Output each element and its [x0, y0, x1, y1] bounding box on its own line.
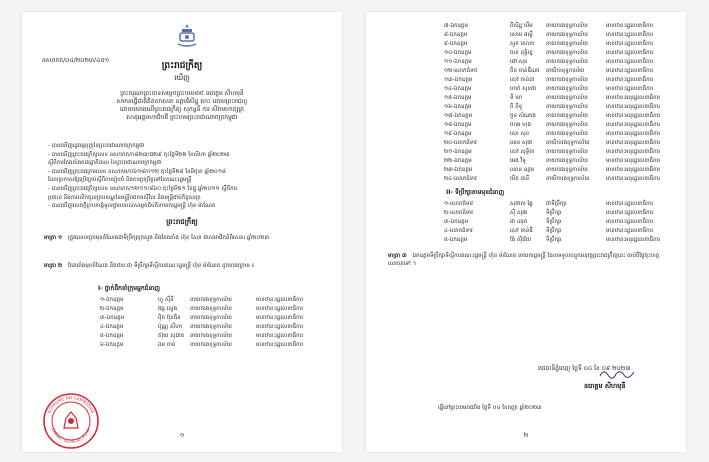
- item-position: នាយិការងខុទ្ទកាល័យ: [546, 140, 590, 146]
- item-position: ទីប្រឹក្សា: [546, 210, 562, 216]
- item-rank: មានឋានៈអនុរដ្ឋលេខាធិការ: [606, 95, 661, 101]
- list-item: [100, 341, 326, 350]
- item-rank: មានឋានៈរដ្ឋលេខាធិការ: [606, 228, 654, 234]
- item-name: ហេង ហុង: [510, 122, 531, 128]
- item-title: ៦-ឯកឧត្តម: [100, 342, 124, 348]
- list-item: [444, 85, 686, 94]
- item-rank: មានឋានៈរដ្ឋលេខាធិការ: [606, 32, 654, 38]
- item-rank: មានឋានៈរដ្ឋលេខាធិការ: [256, 342, 304, 348]
- item-name: ង៉ែ ស៊ីជ័យ: [510, 237, 531, 243]
- item-rank: មានឋានៈរដ្ឋលេខាធិការ: [606, 59, 654, 65]
- article-label: មាត្រា ១: [44, 235, 63, 241]
- item-rank: មានឋានៈអនុរដ្ឋលេខាធិការ: [606, 167, 661, 173]
- footer-note: ធ្វើនៅព្រះបរមរាជវាំង ថ្ងៃទី ០៤ ខែកញ្ញា ឆ្នាំ២០២៣: [438, 405, 542, 411]
- item-rank: មានឋានៈរដ្ឋលេខាធិការ: [606, 41, 654, 47]
- list-item: [444, 121, 686, 130]
- item-name: ឈន សុផា: [510, 140, 533, 146]
- item-name: ទី ឃា: [510, 95, 523, 101]
- item-position: នាយករងខុទ្ទកាល័យ: [190, 315, 232, 321]
- list-item: [444, 67, 686, 76]
- item-title: ១-លោកជំទាវ: [444, 201, 473, 207]
- item-position: នាយករងខុទ្ទកាល័យ: [546, 59, 588, 65]
- item-name: ហាក់ សុខជា: [510, 86, 537, 92]
- page-number: ១: [179, 432, 185, 439]
- item-position: នាយិកាខុទ្ទកាល័យ: [546, 68, 585, 74]
- item-title: ១៤-ឯកឧត្តម: [444, 86, 472, 92]
- article-text: ត្រូវបានបញ្ចប់មុខតំណែងជាទីប្រឹក្សាក្រសួង និងតែងតាំង ហ៊ុន សែន ជាសមាជិកដ៏ពិសេស ឆ្នាំ២០២៣: [67, 235, 270, 241]
- item-rank: មានឋានៈរដ្ឋលេខាធិការ: [256, 297, 304, 303]
- article-text: តែងតាំងមុខតំណែង និងឋានៈជា ទីប្រឹក្សាទីស្តីការគណៈរដ្ឋមន្ត្រី ហ៊ុន ម៉ាណែត ដូចខាងក្រោម ៖: [67, 263, 254, 269]
- item-title: ១៣-ឯកឧត្តម: [444, 77, 473, 83]
- item-name: សួត សោភា: [510, 41, 535, 47]
- item-rank: មានឋានៈរដ្ឋលេខាធិការ: [606, 50, 654, 56]
- item-rank: មានឋានៈរដ្ឋលេខាធិការ: [606, 219, 654, 225]
- item-title: ៩-ឯកឧត្តម: [444, 41, 468, 47]
- item-name: សៅ សុទ្ធិតា: [510, 149, 535, 155]
- list-item: [444, 58, 686, 67]
- item-name: ប៉ិច ប៊ុនធិន: [158, 315, 181, 321]
- item-rank: មានឋានៈអនុរដ្ឋលេខាធិការ: [606, 149, 661, 155]
- page-number: ២: [523, 432, 529, 439]
- article-label: មាត្រា ២: [44, 263, 63, 269]
- reference-number: នស/រកត/០៤/២០២៣/៤០១: [42, 57, 110, 64]
- item-title: ២៤-លោកជំទាវ: [444, 176, 477, 182]
- item-name: យិត បានី: [510, 176, 530, 182]
- item-title: ៣-ឯកឧត្តម: [444, 219, 469, 225]
- item-title: ២-ឯកឧត្តម: [100, 306, 124, 312]
- item-position: ទីប្រឹក្សា: [546, 237, 562, 243]
- item-position: នាយករងខុទ្ទកាល័យ: [546, 77, 588, 83]
- list-item: [444, 218, 686, 227]
- item-name: ស៊ឺ សុផា: [510, 210, 528, 216]
- item-name: វង្ស ស្វេង: [158, 306, 178, 312]
- item-position: នាយករងខុទ្ទកាល័យ: [190, 324, 232, 330]
- item-title: ៤-ឯកឧត្តម: [100, 324, 124, 330]
- preamble-line: - បានឃើញរដ្ឋធម្មនុញ្ញនៃព្រះរាជាណាចក្រកម្ពុជា: [48, 143, 145, 149]
- item-position: នាយិការងខុទ្ទកាល័យ: [546, 176, 590, 182]
- item-rank: មានឋានៈរដ្ឋលេខាធិការ: [606, 77, 654, 83]
- list-item: [444, 200, 686, 209]
- item-title: ២០-លោកជំទាវ: [444, 140, 477, 146]
- signing-date: រាជធានីភ្នំពេញ ថ្ងៃទី ០៤ ខែ ០៩ ២០២៣: [538, 365, 631, 372]
- list-item: [444, 49, 686, 58]
- item-name: សៅ ចាន់ដា: [510, 77, 535, 83]
- item-name: ឯម ចាន់: [158, 342, 176, 348]
- item-name: ប៉ុណ្ណ សីហា: [158, 324, 183, 330]
- section-heading: II- ទីប្រឹក្សាតាមមុខជំនាញ: [446, 189, 505, 196]
- item-position: នាយករងខុទ្ទកាល័យ: [546, 23, 588, 29]
- article-1: [44, 234, 324, 242]
- item-name: ស៊ុយ សុជាត: [158, 333, 185, 339]
- list-item: [444, 40, 686, 49]
- list-item: [100, 296, 326, 305]
- advisor-list: [444, 200, 686, 245]
- item-rank: មានឋានៈអនុរដ្ឋលេខាធិការ: [606, 113, 661, 119]
- item-position: នាយករងខុទ្ទកាល័យ: [546, 86, 588, 92]
- item-position: នាយករងខុទ្ទកាល័យ: [190, 333, 232, 339]
- signature-icon: [598, 366, 636, 380]
- item-name: សុជាតា ឆ្វៃ: [510, 201, 533, 207]
- item-position: នាយករងខុទ្ទកាល័យ: [190, 342, 232, 348]
- item-title: ១៩-ឯកឧត្តម: [444, 131, 472, 137]
- header-line: ព្រះករុណាព្រះបាទសម្ដេចព្រះបរមនាថ នរោត្តម សីហមុនី: [120, 90, 244, 97]
- item-rank: មានឋានៈរដ្ឋលេខាធិការ: [256, 315, 304, 321]
- decree-subtitle: ឃើញ: [174, 74, 190, 82]
- list-item: [444, 130, 686, 139]
- item-name: ជា ឈុត: [510, 219, 528, 225]
- item-title: ២១-ឯកឧត្តម: [444, 149, 472, 155]
- item-name: អេង វិទូ: [510, 158, 526, 164]
- item-name: ហួ ស៊ីនី: [158, 297, 174, 303]
- item-position: នាយករងខុទ្ទកាល័យ: [546, 95, 588, 101]
- item-rank: មានឋានៈរដ្ឋលេខាធិការ: [256, 324, 304, 330]
- item-name: សោម ផល្លី: [510, 32, 533, 38]
- list-item: [444, 166, 686, 175]
- item-title: ៨-ឯកឧត្តម: [444, 32, 468, 38]
- preamble-line: - បានឃើញព្រះរាជក្រមលេខ នស/រកម/០៦១៨/០១២ ចុះថ្ងៃទី២៨ ខែមិថុនា ឆ្នាំ២០១៨: [48, 168, 226, 175]
- header-line: ដោយយោងលើព្រះរាជក្រឹត្យ សុភទ្ធនី ការ សីវាមហាក្សត្រ: [120, 106, 244, 113]
- item-name: ចិន ចាន់ឌីណា: [510, 68, 540, 74]
- item-name: សៅ ចាន់ឌី: [510, 228, 533, 234]
- item-rank: មានឋានៈរដ្ឋលេខាធិការ: [256, 306, 304, 312]
- item-position: នាយករងខុទ្ទកាល័យ: [190, 297, 232, 303]
- item-position: នាយករងខុទ្ទកាល័យ: [546, 41, 588, 47]
- right-page: [366, 12, 686, 452]
- item-position: នាយករងខុទ្ទកាល័យ: [546, 104, 588, 110]
- item-rank: មានឋានៈអនុរដ្ឋលេខាធិការ: [606, 237, 661, 243]
- item-position: នាយករងខុទ្ទកាល័យ: [546, 113, 588, 119]
- item-position: នាយករងខុទ្ទកាល័យ: [546, 32, 588, 38]
- list-item: [100, 305, 326, 314]
- item-title: ២២-ឯកឧត្តម: [444, 158, 472, 164]
- list-item: [444, 236, 686, 245]
- royal-seal-stamp-icon: [42, 392, 100, 450]
- list-item: [444, 139, 686, 148]
- list-item: [444, 148, 686, 157]
- svg-text:CABINET DU PALAIS ROYAL: CABINET DU PALAIS ROYAL: [50, 427, 92, 445]
- list-item: [444, 175, 686, 184]
- list-item: [444, 112, 686, 121]
- preamble-line: - បានឃើញព្រះរាជក្រឹត្យលេខ នស/រកត/០៨២៣/៧២៩ ចុះថ្ងៃទី២២ ខែសីហា ឆ្នាំ២០២៣: [48, 151, 230, 158]
- preamble: [48, 142, 318, 211]
- item-name: ឈាន ឧត្តម: [510, 167, 535, 173]
- preamble-line: - បានឃើញព្រះរាជក្រឹត្យលេខ នស/រកត/១២១១/៨៦០ ចុះថ្ងៃទី២១ ខែធ្នូ ឆ្នាំ២០១១ ស្ដីពីការ: [48, 185, 238, 192]
- article-2: [44, 262, 324, 270]
- item-position: នាយករងខុទ្ទកាល័យ: [190, 306, 232, 312]
- item-rank: មានឋានៈរដ្ឋលេខាធិការ: [606, 210, 654, 216]
- item-position: ទីប្រឹក្សា: [546, 228, 562, 234]
- item-title: ១៨-ឯកឧត្តម: [444, 122, 472, 128]
- item-title: ១១-ឯកឧត្តម: [444, 59, 472, 65]
- item-title: ១៥-ឯកឧត្តម: [444, 95, 472, 101]
- item-title: ១០-ឯកឧត្តម: [444, 50, 472, 56]
- preamble-line: ប្រគល់ និងការលើកចូលក្របខណ្ឌនៃមន្ត្រីរាជការស៊ីវិល និងមន្ត្រីជាប់កិច្ចសន្យា: [48, 194, 201, 201]
- item-title: ៧-ឯកឧត្តម: [444, 23, 468, 29]
- item-position: ជាទីប្រឹក្សា: [546, 201, 567, 207]
- signer-name: នរោត្តម សីហមុនី: [584, 382, 626, 390]
- appointee-list: [100, 296, 326, 350]
- item-rank: មានឋានៈអនុរដ្ឋលេខាធិការ: [606, 140, 661, 146]
- svg-text:ROYAUME DU CAMBODGE: ROYAUME DU CAMBODGE: [46, 394, 96, 415]
- item-position: នាយករងខុទ្ទកាល័យ: [546, 167, 588, 173]
- item-rank: មានឋានៈអនុរដ្ឋលេខាធិការ: [606, 122, 661, 128]
- article-label: មាត្រា ៣: [388, 253, 407, 259]
- appointee-list-continued: [444, 22, 686, 184]
- item-title: ១-ឯកឧត្តម: [100, 297, 124, 303]
- preamble-line: ស្ដីពីការតែងតាំងរាជរដ្ឋាភិបាល នៃព្រះរាជាណាចក្រកម្ពុជា: [48, 160, 162, 167]
- header-line: ហេតុអគ្គមហាធិបតី ព្រះហមព្រះរាជាណាចក្រកម្ពុជា: [126, 114, 238, 121]
- item-rank: មានឋានៈរដ្ឋលេខាធិការ: [606, 68, 654, 74]
- item-rank: មានឋានៈរដ្ឋលេខាធិការ: [606, 86, 654, 92]
- header-line: សមានធ្វើជាតិគិតសាសនា ឧត្តមវិសិដ្ឋ ហេះ ដោយព្រះរាជហ្ញ: [116, 98, 248, 105]
- item-position: នាយករងខុទ្ទកាល័យ: [546, 149, 588, 155]
- item-position: នាយករងខុទ្ទកាល័យ: [546, 50, 588, 56]
- item-title: ៣-ឯកឧត្តម: [100, 315, 125, 321]
- item-title: ៥-ឯកឧត្តម: [100, 333, 124, 339]
- section-heading: I- ថ្នាក់ដឹកនាំក្រុមអ្នកជំនាញ: [98, 285, 160, 292]
- list-item: [444, 209, 686, 218]
- list-item: [100, 332, 326, 341]
- item-title: ១២-លោកជំទាវ: [444, 68, 478, 74]
- item-name: ពិសិដ្ឋ ឃីម: [510, 23, 533, 29]
- item-title: ២៣-ឯកឧត្តម: [444, 167, 473, 173]
- item-title: ៥-ឯកឧត្តម: [444, 237, 468, 243]
- item-rank: មានឋានៈរដ្ឋលេខាធិការ: [606, 23, 654, 29]
- list-item: [444, 76, 686, 85]
- item-rank: មានឋានៈអនុរដ្ឋលេខាធិការ: [606, 158, 661, 164]
- decree-title: ព្រះរាជក្រឹត្យ: [161, 61, 203, 71]
- list-item: [444, 157, 686, 166]
- list-item: [100, 314, 326, 323]
- item-rank: មានឋានៈអនុរដ្ឋលេខាធិការ: [606, 176, 661, 182]
- item-name: ចួន សំណាង: [510, 113, 536, 119]
- list-item: [444, 22, 686, 31]
- preamble-line: ដែលប្រកាសឱ្យប្រើច្បាប់ស្ដីពីការរៀបចំ និងការប្រព្រឹត្តទៅនៃគណៈរដ្ឋមន្ត្រី: [48, 177, 192, 184]
- list-item: [444, 227, 686, 236]
- item-position: នាយករងខុទ្ទកាល័យ: [546, 158, 588, 164]
- item-rank: មានឋានៈអនុរដ្ឋលេខាធិការ: [606, 104, 661, 110]
- item-title: ២-លោកជំទាវ: [444, 210, 473, 216]
- royal-crest-icon: [174, 22, 200, 48]
- item-name: ចាន់ ពុទ្ធិរត្ន: [510, 50, 533, 56]
- item-position: នាយករងខុទ្ទកាល័យ: [546, 122, 588, 128]
- header-lines: [62, 90, 302, 122]
- article-text: ឯកឧត្តមទីប្រឹក្សាទីស្តីការគណៈរដ្ឋមន្ត្រី ហ៊ុន ម៉ាណែត នាយករដ្ឋមន្ត្រី ដែលទទួលបន្ទុកអនុវត្តព្រះរាជក្រឹត្យនេះ ចាប់ពីថ្ងៃចុះហត្ថលេខាតទៅ ។: [388, 253, 660, 267]
- item-name: ពិ ពិទូ: [510, 104, 523, 110]
- left-page: [22, 12, 342, 452]
- item-rank: មានឋានៈអនុរដ្ឋលេខាធិការ: [606, 131, 661, 137]
- item-name: ផៅ សុខ: [510, 59, 528, 65]
- article-3: [388, 252, 670, 268]
- item-rank: មានឋានៈរដ្ឋលេខាធិការ: [606, 201, 654, 207]
- item-position: ទីប្រឹក្សា: [546, 219, 562, 225]
- list-item: [444, 94, 686, 103]
- list-item: [444, 31, 686, 40]
- item-title: ៤-លោកជំទាវ: [444, 228, 473, 234]
- list-item: [444, 103, 686, 112]
- item-title: ១៧-ឯកឧត្តម: [444, 113, 473, 119]
- list-item: [100, 323, 326, 332]
- item-rank: មានឋានៈរដ្ឋលេខាធិការ: [256, 333, 304, 339]
- item-position: នាយករងខុទ្ទកាល័យ: [546, 131, 588, 137]
- decides-heading: ព្រះរាជក្រឹត្យ: [166, 218, 198, 226]
- preamble-line: - បានឃើញសេចក្តីក្រាបបង្គំទូលថ្វាយរបស់សម្ដេចធិបតីនាយករដ្ឋមន្ត្រី ហ៊ុន ម៉ាណែត: [48, 203, 216, 210]
- item-name: សោ សុខ: [510, 131, 530, 137]
- item-title: ១៦-ឯកឧត្តម: [444, 104, 472, 110]
